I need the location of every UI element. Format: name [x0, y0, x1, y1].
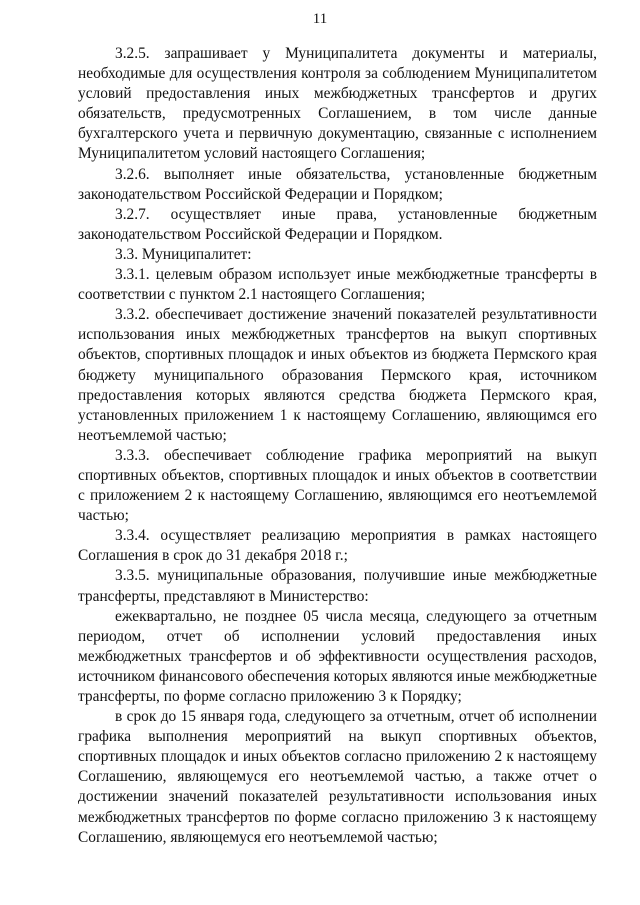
paragraph-3-3: 3.3. Муниципалитет: [115, 245, 252, 263]
paragraph-annual-report: в срок до 15 января года, следующего за отчетным, отчет об исполнении графика выполнения мероприятий на выкуп спортивных объектов, спортивных площадок и иных объектов согласно приложению 2 к настоящему Соглашению, являющемуся его неотъемлемой частью, а также отчет о достижении значений показателей результативности использования иных межбюджетных трансфертов по форме согласно приложению 3 к настоящему Соглашению, являющемуся его неотъемлемой частью; [78, 708, 597, 846]
paragraph-3-3-3: 3.3.3. обеспечивает соблюдение графика мероприятий на выкуп спортивных объектов, спортивных площадок и иных объектов в соответствии с приложением 2 к настоящему Соглашению, являющимся его неотъемлемой частью; [78, 446, 597, 525]
paragraph-3-3-4: 3.3.4. осуществляет реализацию мероприятия в рамках настоящего Соглашения в срок до 31 декабря 2018 г.; [78, 527, 597, 565]
paragraph-3-3-1: 3.3.1. целевым образом использует иные межбюджетные трансферты в соответствии с пунктом 2.1 настоящего Соглашения; [78, 266, 597, 304]
paragraph-3-2-6: 3.2.6. выполняет иные обязательства, установленные бюджетным законодательством Российской Федерации и Порядком; [78, 165, 597, 203]
paragraph-3-2-5: 3.2.5. запрашивает у Муниципалитета документы и материалы, необходимые для осуществления контроля за соблюдением Муниципалитетом условий предоставления иных межбюджетных трансфертов и других обязательств, предусмотренных Соглашением, в том числе данные бухгалтерского учета и первичную документацию, связанные с исполнением Муниципалитетом условий настоящего Соглашения; [78, 45, 597, 163]
paragraph-3-3-5: 3.3.5. муниципальные образования, получившие иные межбюджетные трансферты, представляют в Министерство: [78, 567, 597, 605]
paragraph-3-3-2: 3.3.2. обеспечивает достижение значений показателей результативности использования иных межбюджетных трансфертов на выкуп спортивных объектов, спортивных площадок и иных объектов из бюджета Пермского края бюджету муниципального образования Пермского края, источником предоставления которых являются средства бюджета Пермского края, установленных приложением 1 к настоящему Соглашению, являющимся его неотъемлемой частью; [78, 306, 597, 444]
page-number: 11 [312, 11, 328, 27]
paragraph-3-2-7: 3.2.7. осуществляет иные права, установленные бюджетным законодательством Российской Федерации и Порядком. [78, 205, 597, 243]
document-body [78, 44, 597, 848]
paragraph-quarterly-report: ежеквартально, не позднее 05 числа месяца, следующего за отчетным периодом, отчет об исполнении условий предоставления иных межбюджетных трансфертов и об эффективности осуществления расходов, источником финансового обеспечения которых являются иные межбюджетные трансферты, по форме согласно приложению 3 к Порядку; [78, 607, 597, 705]
